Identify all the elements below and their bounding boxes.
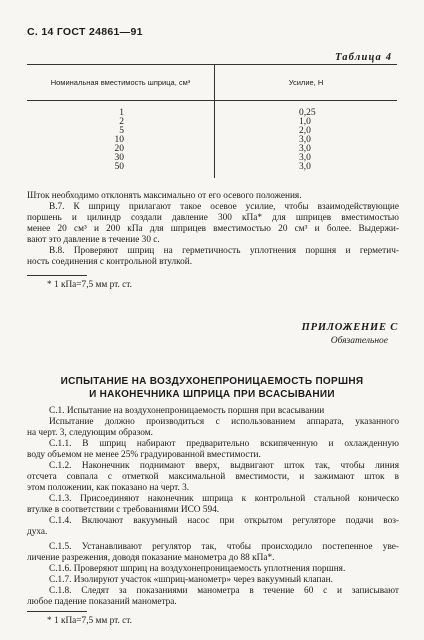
- text-line: С.1.8. Следят за показаниями манометра в течение 60 с и записывают: [49, 586, 399, 596]
- text-line: С.1.5. Устанавливают регулятор так, чтобы происходило постепенное уве-: [49, 542, 399, 552]
- table-header-capacity: Номинальная вместимость шприца, см³: [27, 65, 215, 101]
- footnote-1: * 1 кПа=7,5 мм рт. ст.: [47, 280, 132, 290]
- paragraph-b7: [27, 202, 399, 246]
- table-caption: Таблица 4: [335, 52, 393, 63]
- footnote-2: * 1 кПа=7,5 мм рт. ст.: [47, 616, 132, 626]
- page-header: С. 14 ГОСТ 24861—91: [27, 26, 143, 38]
- appendix-status: Обязательное: [330, 336, 388, 346]
- text-line: любое падение показаний манометра.: [27, 597, 177, 607]
- paragraph-c18: [27, 586, 399, 608]
- section-title-line-1: ИСПЫТАНИЕ НА ВОЗДУХОНЕПРОНИЦАЕМОСТЬ ПОРШНЯ: [60, 376, 364, 387]
- table-row: [27, 101, 397, 119]
- table-cell-capacity: 50: [27, 163, 215, 178]
- table-cell-force: 3,0: [299, 144, 311, 154]
- table-cell-force: 3,0: [299, 162, 311, 172]
- table-cell-force: 1,0: [299, 117, 311, 127]
- table-cell-capacity: 5: [27, 127, 215, 136]
- table-cell-force: 3,0: [299, 135, 311, 145]
- table-row: [27, 127, 397, 136]
- table-cell-capacity: 30: [27, 154, 215, 163]
- text-line: С.1.6. Проверяют шприц на воздухонепроницаемость уплотнения поршня.: [49, 564, 346, 574]
- text-line: воду объемом не менее 25% градуированной вместимости.: [27, 450, 261, 460]
- footnote-rule: [27, 275, 87, 276]
- text-line: менее 20 см³ и 200 кПа для шприцев вместимостью 20 см³ и более. Выдержи-: [27, 224, 399, 234]
- text-line: В.8. Проверяют шприц на герметичность уплотнения поршня и герметич-: [49, 246, 399, 256]
- paragraph-c17: [27, 575, 399, 586]
- paragraph-c15: [27, 542, 399, 564]
- text-line: С.1.3. Присоединяют наконечник шприца к контрольной стальной коническо: [49, 494, 399, 504]
- paragraph-b8: [27, 246, 399, 268]
- table-header-force: Усилие, Н: [215, 65, 398, 101]
- text-line: С.1.2. Наконечник поднимают вверх, выдвигают шток так, чтобы линия: [49, 461, 399, 471]
- table-row: [27, 145, 397, 154]
- text-line: поршень и цилиндр создали давление 300 кПа* для шприцев вместимостью: [27, 213, 399, 223]
- table-row: [27, 154, 397, 163]
- text-line: ность соединения с контрольной втулкой.: [27, 257, 193, 267]
- text-line: С.1.1. В шприц набирают предварительно вскипяченную и охлажденную: [49, 439, 399, 449]
- table-cell-capacity: 2: [27, 118, 215, 127]
- text-line: личение разрежения, доводя показание манометра до 88 кПа*.: [27, 553, 275, 563]
- text-line: вают это давление в течение 30 с.: [27, 235, 160, 245]
- text-line: отсчета совпала с отметкой максимальной вместимости, и зажимают шток в: [27, 472, 399, 482]
- text-line: С.1.4. Включают вакуумный насос при открытом регуляторе подачи воз-: [49, 516, 399, 526]
- text-line: Испытание должно производиться с использованием аппарата, указанного: [49, 417, 399, 427]
- table-cell-capacity: 20: [27, 145, 215, 154]
- paragraph-deflect: [27, 191, 399, 202]
- paragraph-c1: [27, 406, 399, 439]
- text-line: на черт. 3, следующим образом.: [27, 428, 153, 438]
- table-row: [27, 163, 397, 178]
- text-line: этом положении, как показано на черт. 3.: [27, 483, 190, 493]
- paragraph-c13: [27, 494, 399, 516]
- appendix-label: ПРИЛОЖЕНИЕ С: [301, 322, 398, 333]
- text-line: духа.: [27, 527, 48, 537]
- footnote-rule: [27, 611, 87, 612]
- text-line: Шток необходимо отклонять максимально от его осевого положения.: [27, 191, 302, 201]
- table-cell-force: 3,0: [299, 153, 311, 163]
- text-line: В.7. К шприцу прилагают такое осевое усилие, чтобы взаимодействующие: [49, 202, 399, 212]
- table-cell-force: 0,25: [299, 108, 316, 118]
- paragraph-c16: [27, 564, 399, 575]
- table-row: [27, 118, 397, 127]
- paragraph-c11: [27, 439, 399, 461]
- text-line: С.1.7. Изолируют участок «шприц-манометр» через вакуумный клапан.: [49, 575, 333, 585]
- table-row: [27, 136, 397, 145]
- text-line: втулке в соответствии с требованиями ИСО 594.: [27, 505, 220, 515]
- paragraph-c12: [27, 461, 399, 494]
- table-cell-capacity: 1: [27, 101, 215, 119]
- table-cell-capacity: 10: [27, 136, 215, 145]
- force-table: [27, 64, 397, 178]
- section-title-line-2: И НАКОНЕЧНИКА ШПРИЦА ПРИ ВСАСЫВАНИИ: [89, 389, 335, 400]
- table-cell-force: 2,0: [299, 126, 311, 136]
- paragraph-c14: [27, 516, 399, 538]
- text-line: С.1. Испытание на воздухонепроницаемость поршня при всасывании: [49, 406, 325, 416]
